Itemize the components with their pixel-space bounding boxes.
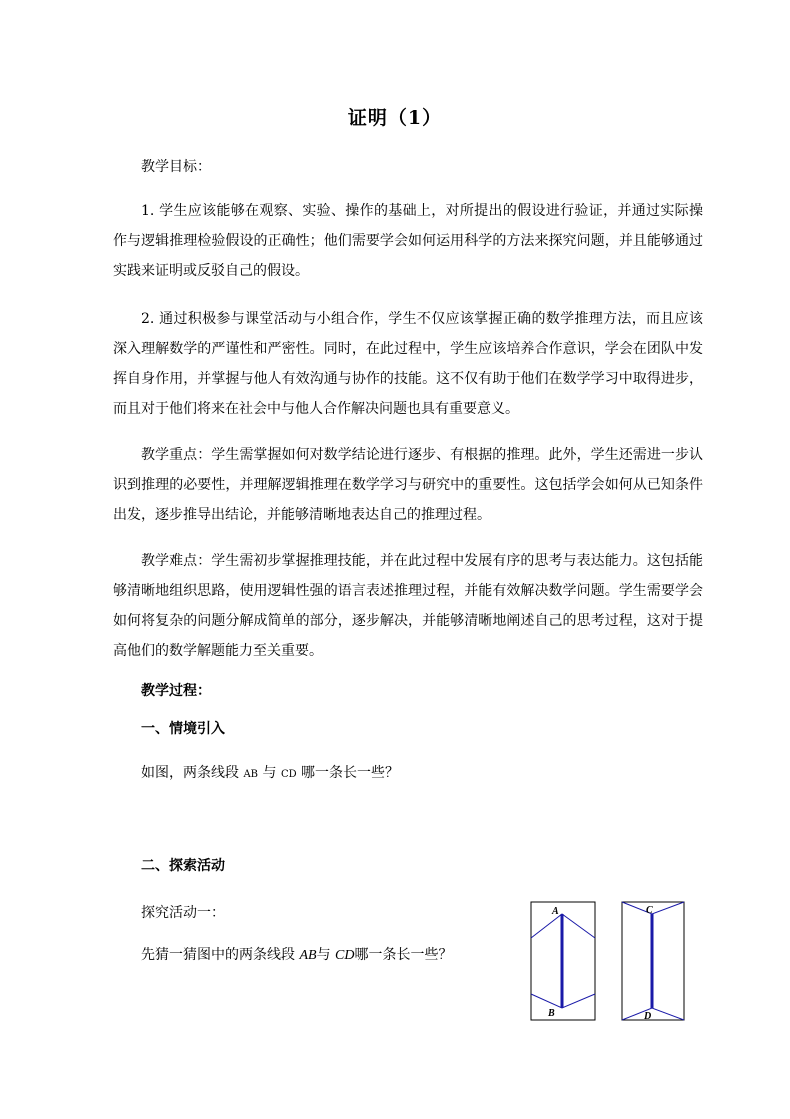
objectives-heading: 教学目标： xyxy=(141,159,211,175)
label-d: D xyxy=(644,1011,652,1022)
label-c: C xyxy=(646,905,653,916)
segment-cd-label: CD xyxy=(280,769,297,780)
activity-1-label: 探究活动一： xyxy=(141,905,225,921)
question-1-prefix: 如图，两条线段 xyxy=(141,765,244,781)
segment-cd-italic: CD xyxy=(335,948,355,963)
question-1-suffix: 哪一条长一些？ xyxy=(296,765,400,781)
section-1-heading: 一、情境引入 xyxy=(141,721,225,737)
segment-ab-italic: AB xyxy=(299,948,317,963)
question-2 xyxy=(141,944,452,967)
question-2-prefix: 先猜一猜图中的两条线段 xyxy=(141,947,300,963)
question-1 xyxy=(141,762,399,786)
segments-figure xyxy=(528,898,690,1024)
key-points: 教学重点：学生需掌握如何对数学结论进行逐步、有根据的推理。此外，学生还需进一步认识到推理的必要性，并理解逻辑推理在数学学习与研究中的重要性。这包括学会如何从已知条件出发，逐步推导出结论，并能够清晰地表达自己的推理过程。 xyxy=(113,447,703,523)
label-b: B xyxy=(548,1008,555,1019)
difficulties: 教学难点：学生需初步掌握推理技能，并在此过程中发展有序的思考与表达能力。这包括能够清晰地组织思路，使用逻辑性强的语言表述推理过程，并能有效解决数学问题。学生需要学会如何将复杂的问题分解成简单的部分，逐步解决，并能够清晰地阐述自己的思考过程，这对于提高他们的数学解题能力至关重要。 xyxy=(113,553,703,659)
question-1-mid: 与 xyxy=(258,765,281,781)
question-2-suffix: 哪一条长一些？ xyxy=(354,947,453,963)
page-title: 证明（1） xyxy=(347,107,443,129)
question-2-mid: 与 xyxy=(316,947,336,963)
label-a: A xyxy=(552,906,559,917)
objective-1: 1. 学生应该能够在观察、实验、操作的基础上，对所提出的假设进行验证，并通过实际操作与逻辑推理检验假设的正确性；他们需要学会如何运用科学的方法来探究问题，并且能够通过实践来证明或反驳自己的假设。 xyxy=(113,203,703,279)
right-arrow-top xyxy=(622,902,684,914)
process-heading: 教学过程： xyxy=(141,683,211,699)
segment-ab-label: AB xyxy=(243,769,259,780)
right-arrow-bottom xyxy=(622,1008,684,1020)
section-2-heading: 二、探索活动 xyxy=(141,858,225,874)
objective-2: 2. 通过积极参与课堂活动与小组合作，学生不仅应该掌握正确的数学推理方法，而且应该深入理解数学的严谨性和严密性。同时，在此过程中，学生应该培养合作意识，学会在团队中发挥自身作用，并掌握与他人有效沟通与协作的技能。这不仅有助于他们在数学学习中取得进步，而且对于他们将来在社会中与他人合作解决问题也具有重要意义。 xyxy=(113,311,703,417)
